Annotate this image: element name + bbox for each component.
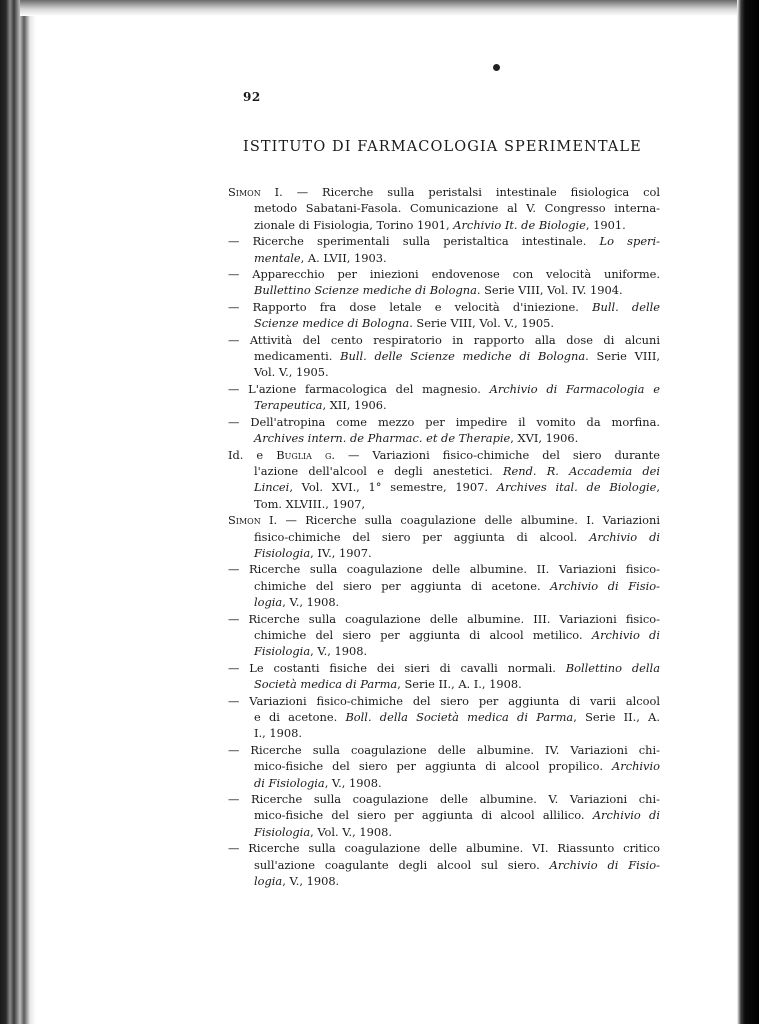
journal-title: Archivio di — [591, 627, 660, 642]
journal-title: Archivio di — [592, 808, 660, 823]
entry-line — [228, 217, 660, 233]
entry-line — [228, 676, 660, 692]
entry-text: . Serie VIII, — [585, 349, 660, 364]
bibliography-entry — [228, 266, 660, 299]
entry-text: Id. e Buglia g. — Variazioni fisico-chimiche del siero durante — [228, 447, 660, 462]
entry-text: , V., 1908. — [324, 775, 382, 790]
bibliography-entry — [228, 332, 660, 381]
entry-text: — Ricerche sperimentali sulla peristaltica intestinale. — [228, 234, 600, 249]
journal-title: Archivio di Fisio- — [549, 857, 661, 872]
entry-text: — Ricerche sulla coagulazione delle albumine. III. Variazioni fisico- — [228, 611, 660, 626]
entry-text: , XII, 1906. — [322, 398, 387, 413]
entry-line — [228, 807, 660, 823]
entry-line — [228, 643, 660, 659]
bibliography-entry — [228, 414, 660, 447]
journal-title: Archivio di Farmacologia e — [489, 381, 660, 396]
entry-line — [228, 775, 660, 791]
entry-line — [228, 496, 660, 512]
entry-line — [228, 315, 660, 331]
journal-title: Bull. delle Scienze mediche di Bologna — [340, 349, 586, 364]
bibliography-entry — [228, 299, 660, 332]
entry-text: sull'azione coagulante degli alcool sul siero. — [254, 857, 550, 872]
entry-text: , Vol. V., 1908. — [310, 824, 392, 839]
entry-line — [228, 840, 660, 856]
entry-text: e di acetone. — [254, 710, 346, 724]
entry-line — [228, 857, 660, 873]
entry-line — [228, 594, 660, 610]
entry-text: , 1901. — [585, 217, 626, 232]
entry-line — [228, 660, 660, 676]
journal-title: Lincei — [254, 480, 290, 495]
bibliography-entry — [228, 840, 660, 889]
bibliography-entry — [228, 381, 660, 414]
entry-line — [228, 627, 660, 643]
bibliography-entry — [228, 233, 660, 266]
entry-text: — Ricerche sulla coagulazione delle albumine. VI. Riassunto critico — [228, 841, 660, 856]
journal-title: Bull. delle — [592, 299, 660, 314]
entry-text: Tom. XLVIII., 1907, — [254, 496, 366, 511]
entry-line — [228, 397, 660, 413]
page-binding-edge — [0, 0, 36, 1024]
bibliography-entry — [228, 611, 660, 660]
author-name: Simon — [228, 513, 261, 528]
journal-title: Fisiologia — [254, 545, 311, 560]
entry-text: Simon I. — Ricerche sulla peristalsi intestinale fisiologica col — [228, 185, 660, 199]
entry-text: chimiche del siero per aggiunta di alcool metilico. — [254, 627, 592, 642]
entry-text: , IV., 1907. — [310, 545, 372, 560]
entry-text: — Le costanti fisiche dei sieri di cavalli normali. — [228, 660, 566, 675]
entry-text: , V., 1908. — [282, 874, 340, 889]
page-number: 92 — [243, 90, 261, 104]
entry-line — [228, 791, 660, 807]
entry-line — [228, 463, 660, 479]
journal-title: Bullettino Scienze mediche di Bologna — [254, 283, 477, 298]
entry-line — [228, 364, 660, 380]
journal-title: Terapeutica — [254, 398, 323, 413]
journal-title: Archivio — [612, 759, 660, 774]
entry-text: I., 1908. — [254, 726, 302, 741]
entry-line — [228, 381, 660, 397]
bibliography-entry — [228, 791, 660, 840]
journal-title: Archives intern. de Pharmac. et de Therapie — [254, 431, 511, 446]
journal-title: logia — [254, 595, 283, 610]
entry-line — [228, 233, 660, 249]
entry-text: zionale di Fisiologia, Torino 1901, — [254, 217, 454, 232]
entry-line — [228, 348, 660, 364]
journal-title: Archivio di Fisio- — [550, 578, 660, 593]
entry-text: — Ricerche sulla coagulazione delle albumine. V. Variazioni chi- — [228, 792, 660, 807]
journal-title: Archivio It. de Biologie — [453, 217, 586, 232]
journal-title: di Fisiologia — [254, 775, 325, 790]
bibliography-entry — [228, 660, 660, 693]
entry-text: Simon I. — Ricerche sulla coagulazione delle albumine. I. Variazioni — [228, 513, 660, 528]
page-title: ISTITUTO DI FARMACOLOGIA SPERIMENTALE — [243, 139, 642, 155]
journal-title: Società medica di Parma — [254, 677, 398, 692]
journal-title: Fisiologia — [254, 644, 311, 659]
entry-text: — Dell'atropina come mezzo per impedire il vomito da morfina. — [228, 414, 660, 429]
entry-line — [228, 479, 660, 495]
entry-text: , — [656, 480, 660, 495]
author-name: Buglia g. — [276, 447, 335, 462]
entry-line — [228, 529, 660, 545]
journal-title: logia — [254, 874, 283, 889]
entry-line — [228, 693, 660, 709]
page-right-edge — [737, 0, 759, 1024]
entry-line — [228, 873, 660, 889]
journal-title: Scienze medice di Bologna — [254, 316, 410, 331]
page-top-edge — [20, 0, 739, 16]
journal-title: Archives ital. de Biologie — [496, 480, 657, 495]
entry-line — [228, 447, 660, 463]
entry-line — [228, 611, 660, 627]
entry-line — [228, 282, 660, 298]
entry-text: mico-fisiche del siero per aggiunta di alcool propilico. — [254, 759, 613, 774]
bibliography-entry — [228, 447, 660, 513]
entry-text: chimiche del siero per aggiunta di acetone. — [254, 578, 551, 593]
entry-text: , XVI, 1906. — [510, 431, 579, 446]
ink-speck — [493, 64, 500, 71]
bibliography-list — [228, 184, 660, 889]
entry-line — [228, 742, 660, 758]
entry-text: — Ricerche sulla coagulazione delle albumine. II. Variazioni fisico- — [228, 562, 660, 577]
journal-title: Fisiologia — [254, 824, 311, 839]
entry-line — [228, 758, 660, 774]
author-name: Simon — [228, 185, 261, 199]
entry-text: — Ricerche sulla coagulazione delle albumine. IV. Variazioni chi- — [228, 742, 660, 757]
bibliography-entry — [228, 742, 660, 791]
journal-title: Rend. R. Accademia dei — [502, 463, 660, 478]
entry-text: mico-fisiche del siero per aggiunta di alcool allilico. — [254, 808, 593, 823]
entry-text: metodo Sabatani-Fasola. Comunicazione al V. Congresso interna- — [254, 201, 660, 216]
entry-text: . Serie VIII, Vol. IV. 1904. — [476, 283, 623, 298]
entry-line — [228, 545, 660, 561]
entry-text: , V., 1908. — [310, 644, 368, 659]
entry-line — [228, 578, 660, 594]
entry-text: fisico-chimiche del siero per aggiunta di alcool. — [254, 529, 590, 544]
entry-line — [228, 250, 660, 266]
entry-text: — L'azione farmacologica del magnesio. — [228, 381, 490, 396]
entry-text: — Attività del cento respiratorio in rapporto alla dose di alcuni — [228, 332, 660, 347]
journal-title: mentale — [254, 250, 301, 265]
entry-text: , Serie II., A. — [573, 710, 661, 724]
entry-text: — Rapporto fra dose letale e velocità d'iniezione. — [228, 299, 593, 314]
entry-line — [228, 200, 660, 216]
entry-line — [228, 332, 660, 348]
entry-line — [228, 512, 660, 528]
journal-title: Lo speri- — [599, 234, 660, 249]
entry-text: l'azione dell'alcool e degli anestetici. — [254, 463, 503, 478]
entry-line — [228, 266, 660, 282]
entry-line — [228, 299, 660, 315]
entry-text: , V., 1908. — [282, 595, 340, 610]
entry-text: — Variazioni fisico-chimiche del siero per aggiunta di varii alcool — [228, 693, 660, 708]
entry-line — [228, 709, 660, 725]
entry-text: , Serie II., A. I., 1908. — [397, 677, 522, 692]
journal-title: Archivio di — [589, 529, 661, 544]
bibliography-entry — [228, 693, 660, 742]
entry-text: . Serie VIII, Vol. V., 1905. — [409, 316, 555, 331]
entry-line — [228, 725, 660, 741]
entry-text: — Apparecchio per iniezioni endovenose con velocità uniforme. — [228, 267, 660, 282]
bibliography-entry — [228, 561, 660, 610]
bibliography-entry — [228, 184, 660, 233]
entry-text: medicamenti. — [254, 349, 341, 364]
entry-line — [228, 430, 660, 446]
journal-title: Boll. della Società medica di Parma — [345, 710, 574, 724]
journal-title: Bollettino della — [565, 660, 660, 675]
entry-line — [228, 184, 660, 200]
bibliography-entry — [228, 512, 660, 561]
entry-text: Vol. V., 1905. — [254, 365, 329, 380]
entry-text: , Vol. XVI., 1° semestre, 1907. — [289, 480, 497, 495]
entry-text: , A. LVII, 1903. — [300, 250, 387, 265]
entry-line — [228, 824, 660, 840]
entry-line — [228, 561, 660, 577]
entry-line — [228, 414, 660, 430]
